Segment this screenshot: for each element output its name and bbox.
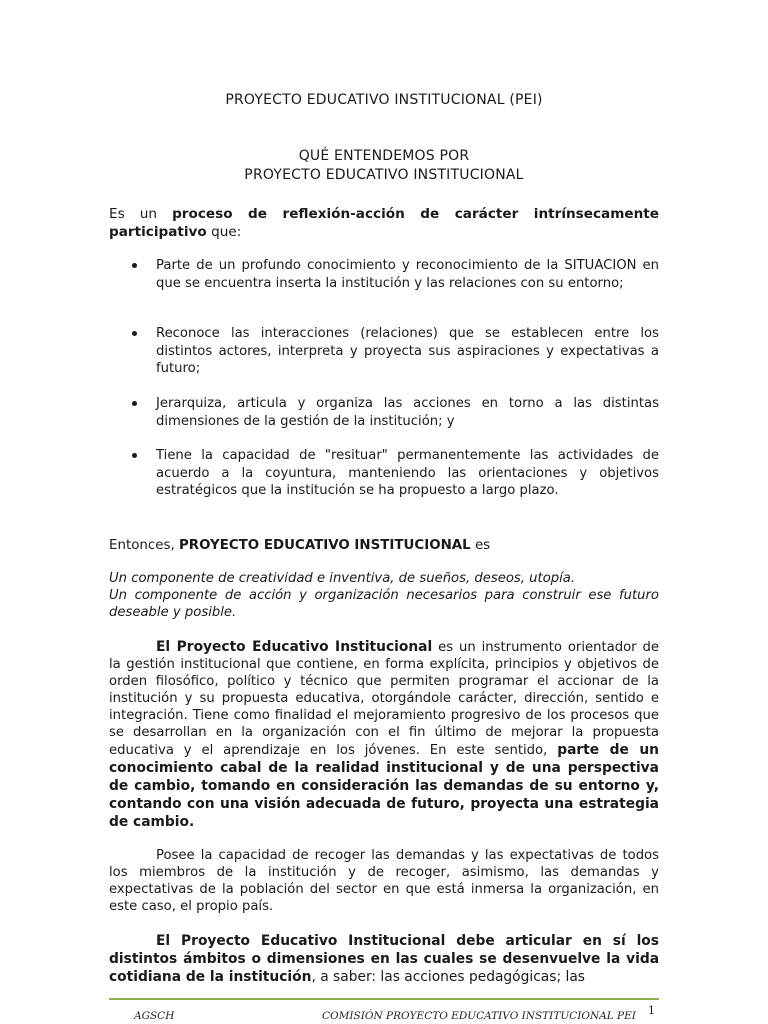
italic-block: [109, 570, 659, 621]
intro-bold-text: proceso de reflexión-acción de carácter intrínsecamente participativo: [109, 206, 659, 240]
para1-text: es un instrumento orientador de la gestión institucional que contiene, en forma explícita, principios y objetivos de orden filosófico, político y técnico que permiten programar el accionar de la institución y su propuesta educativa, otorgándole carácter, dirección, sentido e integración. Tiene como finalidad el mejoramiento progresivo de los procesos que se desarrollan en la organización con el fin último de mejorar la propuesta educativa y el aprendizaje en los jóvenes. En este sentido,: [109, 640, 659, 758]
para1-bold-start: El Proyecto Educativo Institucional: [156, 639, 433, 655]
section-subtitle-line2: PROYECTO EDUCATIVO INSTITUCIONAL: [244, 167, 524, 183]
bullet-icon: [132, 331, 137, 336]
list-item: [109, 257, 659, 292]
intro-post-text: que:: [206, 224, 242, 240]
entonces-post-text: es: [470, 538, 491, 553]
list-item-text: Reconoce las interacciones (relaciones) que se establecen entre los distintos actores, interpreta y proyecta sus aspiraciones y expectativas a futuro;: [156, 326, 659, 376]
list-item: [109, 447, 659, 500]
para3-bold: El Proyecto Educativo Institucional debe articular en sí los distintos ámbitos o dimensiones en las cuales se desenvuelve la vida cotidiana de la institución: [109, 933, 659, 985]
intro-pre-text: Es un: [109, 206, 173, 222]
body-paragraph-1: [109, 638, 659, 831]
para3-text: , a saber: las acciones pedagógicas; las: [311, 969, 585, 985]
bullet-icon: [132, 401, 137, 406]
body-paragraph-2: [109, 847, 659, 915]
body-paragraph-3: [109, 932, 659, 986]
footer-rule: [109, 998, 659, 1000]
footer-right-text: COMISIÓN PROYECTO EDUCATIVO INSTITUCIONAL PEI: [322, 1010, 636, 1022]
list-item-text: Jerarquiza, articula y organiza las acciones en torno a las distintas dimensiones de la gestión de la institución; y: [156, 396, 659, 429]
italic-line: Un componente de acción y organización necesarios para construir ese futuro deseable y posible.: [109, 588, 659, 620]
italic-line: Un componente de creatividad e inventiva, de sueños, deseos, utopía.: [109, 571, 576, 586]
entonces-pre-text: Entonces,: [109, 538, 179, 553]
list-item: [109, 325, 659, 378]
para2-text: Posee la capacidad de recoger las demandas y las expectativas de todos los miembros de la institución y de recoger, asimismo, las demandas y expectativas de la población del sector en que está inmersa la organización, en este caso, el propio país.: [109, 848, 659, 914]
list-item-text: Tiene la capacidad de "resituar" permanentemente las actividades de acuerdo a la coyuntura, manteniendo las orientaciones y objetivos estratégicos que la institución se ha propuesto a largo plazo.: [156, 448, 659, 498]
intro-paragraph: [109, 205, 659, 241]
bullet-icon: [132, 453, 137, 458]
bullet-icon: [132, 263, 137, 268]
entonces-line: [109, 537, 659, 554]
list-item-text: Parte de un profundo conocimiento y reconocimiento de la SITUACION en que se encuentra inserta la institución y las relaciones con su entorno;: [156, 258, 659, 291]
entonces-bold-text: PROYECTO EDUCATIVO INSTITUCIONAL: [178, 538, 471, 553]
list-item: [109, 395, 659, 430]
footer-left-text: AGSCH: [134, 1010, 175, 1022]
para1-bold-end: parte de un conocimiento cabal de la realidad institucional y de una perspectiva de cambio, tomando en consideración las demandas de su entorno y, contando con una visión adecuada de futuro, proyecta una estrategia de cambio.: [109, 742, 659, 830]
section-subtitle-line1: QUÉ ENTENDEMOS POR: [298, 148, 470, 164]
document-title: PROYECTO EDUCATIVO INSTITUCIONAL (PEI): [225, 92, 543, 108]
page-number: 1: [648, 1004, 655, 1017]
